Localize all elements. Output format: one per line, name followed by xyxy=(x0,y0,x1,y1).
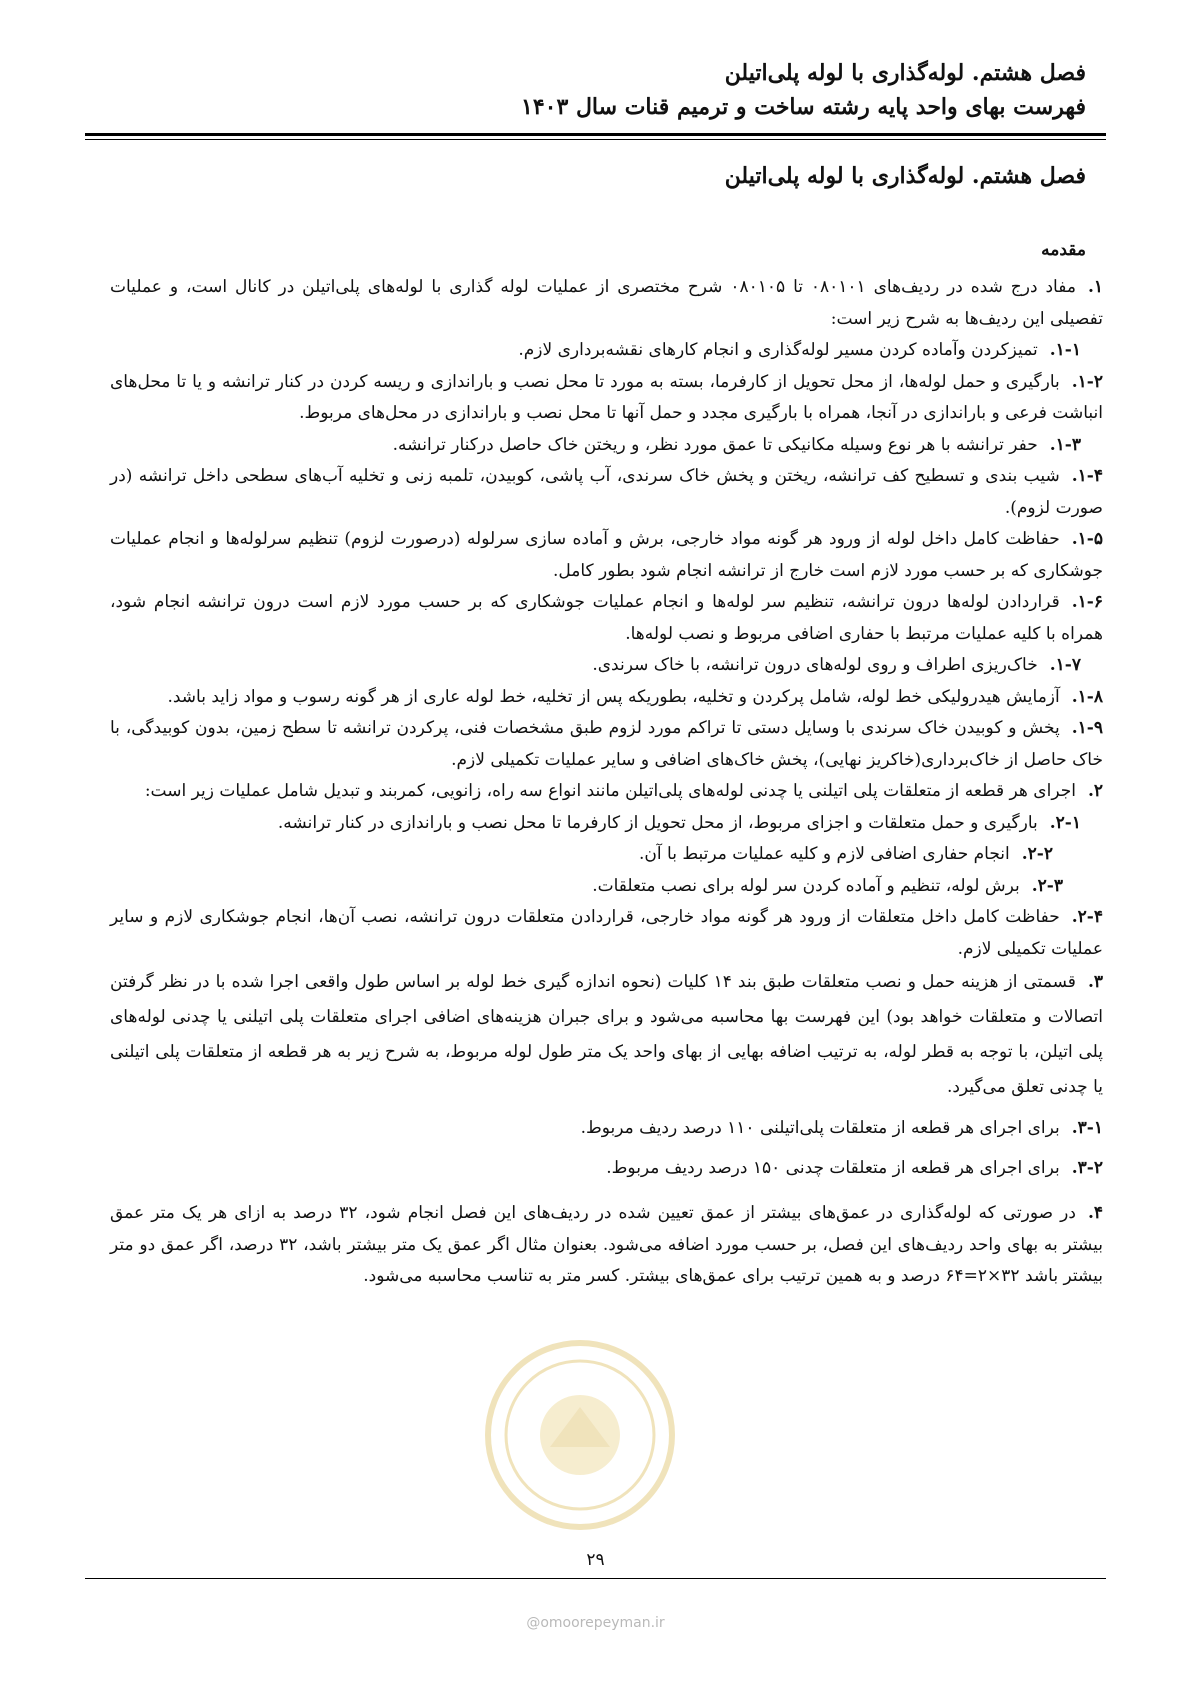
item-number: ۱-۱. xyxy=(1049,340,1081,360)
running-header xyxy=(521,56,1086,124)
paragraph-item xyxy=(110,430,1103,462)
item-text: پخش و کوبیدن خاک سرندی با وسایل دستی تا تراکم مورد لزوم طبق مشخصات فنی، پرکردن ترانشه تا سطح زمین، بدون کوبیدگی، با خاک حاصل از خاک‌برداری(خاکریز نهایی)، پخش خاک‌های اضافی و سایر عملیات تکمیلی لازم. xyxy=(110,718,1103,770)
paragraph-item xyxy=(110,871,1103,903)
item-number: ۱-۵. xyxy=(1071,529,1103,549)
body-text xyxy=(110,272,1103,1293)
paragraph-item xyxy=(110,839,1103,871)
item-text: بارگیری و حمل لوله‌ها، از محل تحویل از کارفرما، بسته به مورد تا محل نصب و باراندازی و ریسه کردن در کنار ترانشه و یا تا محل‌های انباشت فرعی و باراندازی در آنجا، همراه با بارگیری مجدد و حمل آنها تا محل نصب و باراندازی در محل‌های مربوط. xyxy=(110,371,1103,423)
chapter-title: فصل هشتم. لوله‌گذاری با لوله پلی‌اتیلن xyxy=(724,163,1086,189)
item-number: ۴. xyxy=(1087,1203,1103,1223)
paragraph-item xyxy=(110,650,1103,682)
item-text: آزمایش هیدرولیکی خط لوله، شامل پرکردن و تخلیه، بطوریکه پس از تخلیه، خط لوله عاری از هر گونه رسوب و مواد زاید باشد. xyxy=(167,686,1060,707)
item-number: ۲-۳. xyxy=(1031,875,1063,896)
item-number: ۲-۴. xyxy=(1071,907,1103,927)
paragraph-item xyxy=(110,682,1103,714)
item-number: ۲-۲. xyxy=(1021,844,1053,864)
paragraph-item xyxy=(110,808,1103,840)
item-text: در صورتی که لوله‌گذاری در عمق‌های بیشتر از عمق تعیین شده در ردیف‌های این فصل انجام شود، ۳۲ درصد به ازای هر یک متر عمق بیشتر به بهای واحد ردیف‌های این فصل، بر حسب مورد اضافه می‌شود. بعنوان مثال اگر عمق یک متر بیشتر باشد، ۳۲ درصد، اگر عمق دو متر بیشتر باشد ۳۲×۲=۶۴ درصد و به همین ترتیب برای عمق‌های بیشتر. کسر متر به تناسب محاسبه می‌شود. xyxy=(110,1203,1103,1286)
item-number: ۱-۶. xyxy=(1071,592,1103,612)
item-number: ۲-۱. xyxy=(1049,812,1081,833)
item-text: برای اجرای هر قطعه از متعلقات چدنی ۱۵۰ درصد ردیف مربوط. xyxy=(606,1157,1060,1178)
paragraph-item xyxy=(110,1198,1103,1293)
item-text: برای اجرای هر قطعه از متعلقات پلی‌اتیلنی ۱۱۰ درصد ردیف مربوط. xyxy=(580,1118,1060,1138)
item-number: ۱-۹. xyxy=(1071,718,1103,738)
item-text: حفاظت کامل داخل متعلقات از ورود هر گونه مواد خارجی، قراردادن متعلقات درون ترانشه، نصب آن‌ها، انجام جوشکاری لازم و سایر عملیات تکمیلی لازم. xyxy=(110,907,1103,959)
paragraph-item xyxy=(110,335,1103,367)
header-rule-thin xyxy=(85,139,1106,140)
paragraph-item xyxy=(110,367,1103,430)
item-text: مفاد درج شده در ردیف‌های ۰۸۰۱۰۱ تا ۰۸۰۱۰۵ شرح مختصری از عملیات لوله گذاری با لوله‌های پلی‌اتیلن در کانال است، و عملیات تفصیلی این ردیف‌ها به شرح زیر است: xyxy=(110,277,1103,329)
item-text: قراردادن لوله‌ها درون ترانشه، تنظیم سر لوله‌ها و انجام عملیات جوشکاری که بر حسب مورد لازم است درون ترانشه انجام شود، همراه با کلیه عملیات مرتبط با حفاری اضافی مربوط و نصب لوله‌ها. xyxy=(110,592,1103,644)
item-text: حفاظت کامل داخل لوله از ورود هر گونه مواد خارجی، برش و آماده سازی سرلوله (درصورت لزوم) تنظیم سرلوله‌ها و انجام عملیات جوشکاری که بر حسب مورد لازم است خارج از ترانشه انجام شود بطور کامل. xyxy=(110,529,1103,581)
header-book-title: فهرست بهای واحد پایه رشته ساخت و ترمیم قنات سال ۱۴۰۳ xyxy=(521,94,1086,120)
item-text: اجرای هر قطعه از متعلقات پلی اتیلنی یا چدنی لوله‌های پلی‌اتیلن مانند انواع سه راه، زانویی، کمربند و تبدیل شامل عملیات زیر است: xyxy=(144,781,1076,801)
intro-heading: مقدمه xyxy=(1041,240,1086,260)
page-number: ۲۹ xyxy=(586,1550,605,1570)
paragraph-item xyxy=(110,776,1103,808)
item-text: تمیزکردن وآماده کردن مسیر لوله‌گذاری و انجام کارهای نقشه‌برداری لازم. xyxy=(518,340,1038,360)
item-text: شیب بندی و تسطیح کف ترانشه، ریختن و پخش خاک سرندی، آب پاشی، کوبیدن، تلمبه زنی و تخلیه آب‌های سطحی داخل ترانشه (در صورت لزوم). xyxy=(110,466,1103,518)
item-number: ۳-۱. xyxy=(1071,1118,1103,1138)
paragraph-item xyxy=(110,272,1103,335)
paragraph-item xyxy=(110,965,1103,1105)
item-text: حفر ترانشه با هر نوع وسیله مکانیکی تا عمق مورد نظر، و ریختن خاک حاصل درکنار ترانشه. xyxy=(392,434,1038,455)
item-number: ۱-۷. xyxy=(1049,655,1081,675)
header-rule-thick xyxy=(85,133,1106,136)
website-watermark: @omoorepeyman.ir xyxy=(526,1615,665,1631)
watermark-seal xyxy=(480,1335,680,1535)
item-number: ۳. xyxy=(1087,972,1103,992)
item-text: برش لوله، تنظیم و آماده کردن سر لوله برای نصب متعلقات. xyxy=(592,875,1020,896)
item-number: ۱-۲. xyxy=(1071,371,1103,392)
paragraph-item xyxy=(110,713,1103,776)
paragraph-item xyxy=(110,1153,1103,1185)
item-text: بارگیری و حمل متعلقات و اجزای مربوط، از محل تحویل از کارفرما تا محل نصب و باراندازی در کنار ترانشه. xyxy=(277,812,1038,833)
paragraph-item xyxy=(110,461,1103,524)
item-number: ۲. xyxy=(1087,781,1103,801)
footer-rule xyxy=(85,1578,1106,1579)
item-text: قسمتی از هزینه حمل و نصب متعلقات طبق بند ۱۴ کلیات (نحوه اندازه گیری خط لوله بر اساس طول واقعی اجرا شده با در نظر گرفتن اتصالات و متعلقات خواهد بود) این فهرست بها محاسبه می‌شود و برای جبران هزینه‌های اضافی اجرای متعلقات پلی اتیلنی یا چدنی لوله‌های پلی اتیلن، با توجه به قطر لوله، به ترتیب اضافه بهایی از بهای واحد یک متر طول لوله مربوط، به شرح زیر به هر قطعه از متعلقات پلی اتیلنی یا چدنی تعلق می‌گیرد. xyxy=(110,972,1103,1097)
paragraph-item xyxy=(110,902,1103,965)
item-number: ۱-۴. xyxy=(1071,466,1103,486)
item-number: ۱-۸. xyxy=(1071,686,1103,707)
paragraph-item xyxy=(110,587,1103,650)
header-chapter-title: فصل هشتم. لوله‌گذاری با لوله پلی‌اتیلن xyxy=(724,60,1086,86)
paragraph-item xyxy=(110,524,1103,587)
item-number: ۳-۲. xyxy=(1071,1157,1103,1178)
item-number: ۱. xyxy=(1087,277,1103,297)
item-text: خاک‌ریزی اطراف و روی لوله‌های درون ترانشه، با خاک سرندی. xyxy=(592,655,1038,675)
item-number: ۱-۳. xyxy=(1049,434,1081,455)
item-text: انجام حفاری اضافی لازم و کلیه عملیات مرتبط با آن. xyxy=(639,844,1010,864)
paragraph-item xyxy=(110,1113,1103,1145)
